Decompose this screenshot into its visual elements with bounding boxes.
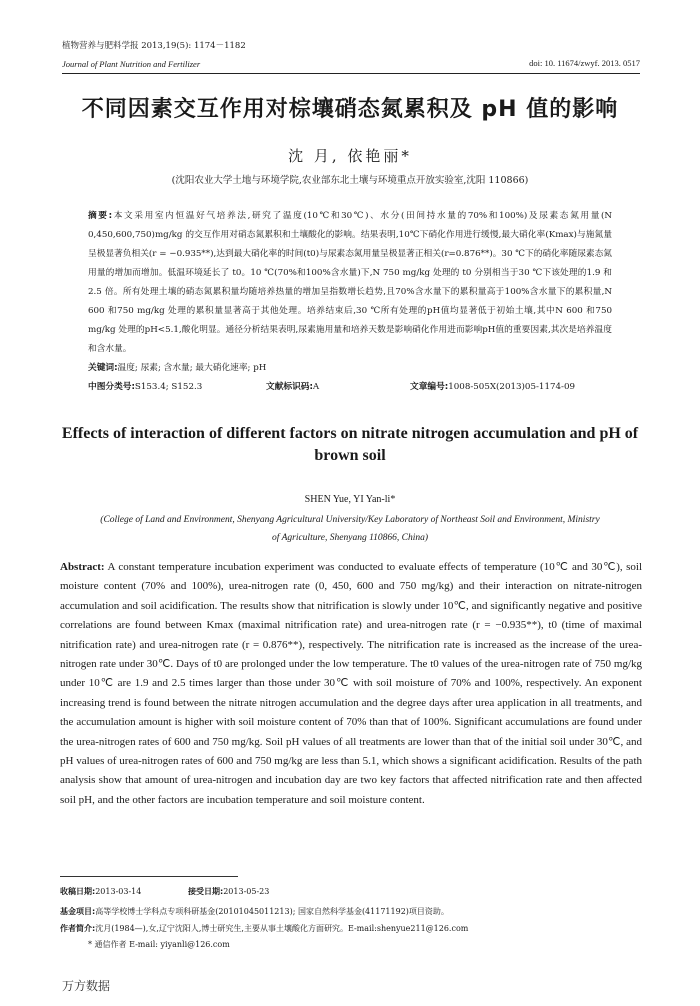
- footnote-fund: [60, 906, 642, 917]
- article-label: 文章编号:: [410, 382, 449, 392]
- abstract-cn-label: 摘要:: [88, 211, 113, 221]
- keywords-cn: [88, 361, 612, 373]
- article-value: 1008-505X(2013)05-1174-09: [448, 382, 576, 392]
- abstract-en-text: A constant temperature incubation experiment was conducted to evaluate effects of temperature (10℃ and 30℃), soil moisture content (70% and 100%), urea-nitrogen rate (0, 450, 600 and 750 mg/kg) and their interaction on nitrate-nitrogen accumulation and soil acidification. The results show that nitrification is slowly under 10℃, and significantly negative and positive correlations are found between Kmax (maximal nitrification rate) and urea-nitrogen rate (r = −0.935**), t0 (time of maximal nitrification rate) and urea-nitrogen rate (r = 0.876**), respectively. The nitrification rate is increased as the increase of the urea-nitrogen rate under 30℃. Days of t0 are prolonged under the low temperature. The t0 values of the urea-nitrogen rate of 750 mg/kg under 10℃ are 1.9 and 2.5 times larger than those under 30℃ with soil moisture of 70% and 100%, respectively. An exponent increasing trend is found between the nitrate nitrogen accumulation and the degree days after urea application in all treatments, and the accumulation amount is higher with soil moisture content of 70% than that of 100%. Significant accumulations are found under the urea-nitrogen rates of 600 and 750 mg/kg. Soil pH values of all treatments are lower than that of the initial soil under 30℃, and pH values of urea-nitrogen rates of 600 and 750 mg/kg are less than 5.1, which shows a significant acidification. Results of the path analysis show that amount of urea-nitrogen and incubation day are two key factors that affected nitrification rate and then affected soil pH, and the other factors are incubation temperature and soil moisture content.: [60, 561, 642, 806]
- keywords-cn-label: 关键词:: [88, 363, 118, 373]
- authors-cn: 沈 月, 依艳丽*: [288, 147, 412, 165]
- abstract-cn-text: 本文采用室内恒温好气培养法,研究了温度(10℃和30℃)、水分(田间持水量的70%和100%)及尿素态氮用量(N 0,450,600,750)mg/kg 的交互作用对硝态氮累积和土壤酸化的影响。结果表明,10℃下硝化作用进行缓慢,最大硝化率(Kmax)与施氮量呈极显著负相关(r = −0.935**),达到最大硝化率的时间(t0)与尿素态氮用量呈极显著正相关(r=0.876**)。30 ℃下的硝化率随尿素态氮用量的增加而增加。低温环境延长了 t0。10 ℃(70%和100%含水量)下,N 750 mg/kg 处理的 t0 分别相当于30 ℃下该处理的1.9 和2.5 倍。所有处理土壤的硝态氮累积量均随培养热量的增加呈指数增长趋势,且70%含水量下的累积量高于100%含水量下的累积量,N 600 和750 mg/kg 处理的累积量显著高于其他处理。培养结束后,30 ℃所有处理的pH值均显著低于初始土壤,其中N 600 和750 mg/kg 处理的pH<5.1,酸化明显。通径分析结果表明,尿素施用量和培养天数是影响硝化作用进而影响pH值的重要因素,其次是培养温度和含水量。: [88, 211, 612, 354]
- clc-label: 中图分类号:: [88, 382, 135, 392]
- doc-value: A: [312, 382, 320, 392]
- received-date: [60, 887, 141, 896]
- accepted-date: [188, 886, 269, 897]
- header-rule: [62, 73, 640, 74]
- footnote-corresponding: * 通信作者 E-mail: yiyanli@126.com: [88, 940, 230, 949]
- paper-title-cn: 不同因素交互作用对棕壤硝态氮累积及 pH 值的影响: [81, 97, 619, 122]
- clc-code: [88, 380, 202, 392]
- abstract-en: [60, 558, 642, 810]
- accepted-value: 2013-05-23: [223, 887, 270, 896]
- fund-value: 高等学校博士学科点专项科研基金(20101045011213); 国家自然科学基金(41171192)项目资助。: [95, 907, 449, 916]
- received-label: 收稿日期:: [60, 887, 96, 896]
- abstract-cn: [88, 207, 612, 359]
- watermark-text: 万方数据: [62, 979, 111, 993]
- authors-en: SHEN Yue, YI Yan-li*: [304, 494, 396, 505]
- footnote-dates: [60, 886, 642, 897]
- doc-label: 文献标识码:: [266, 382, 313, 392]
- clc-value: S153.4; S152.3: [134, 382, 203, 392]
- affiliation-cn: (沈阳农业大学土地与环境学院,农业部东北土壤与环境重点开放实验室,沈阳 110866): [171, 175, 529, 186]
- keywords-cn-text: 温度; 尿素; 含水量; 最大硝化速率; pH: [117, 363, 267, 373]
- author-label: 作者简介:: [60, 924, 96, 933]
- abstract-en-label: Abstract:: [60, 561, 105, 573]
- accepted-label: 接受日期:: [188, 887, 224, 896]
- received-value: 2013-03-14: [95, 887, 142, 896]
- doc-code: [266, 380, 319, 392]
- journal-name-en: Journal of Plant Nutrition and Fertilizer: [62, 59, 201, 69]
- journal-name-cn: 植物营养与肥料学报 2013,19(5): 1174－1182: [62, 41, 246, 51]
- paper-title-en: Effects of interaction of different factors on nitrate nitrogen accumulation and pH of brown soil: [61, 425, 639, 464]
- article-number: [410, 380, 575, 392]
- author-value: 沈月(1984—),女,辽宁沈阳人,博士研究生,主要从事土壤酸化方面研究。E-mail:shenyue211@126.com: [95, 924, 469, 933]
- footnote-author: [60, 923, 642, 934]
- doi: doi: 10. 11674/zwyf. 2013. 0517: [529, 58, 640, 68]
- fund-label: 基金项目:: [60, 907, 96, 916]
- affiliation-en: (College of Land and Environment, Shenyang Agricultural University/Key Laboratory of Northeast Soil and Environment, Ministry of Agriculture, Shenyang 110866, China): [100, 515, 600, 543]
- footnote-rule: [60, 876, 238, 877]
